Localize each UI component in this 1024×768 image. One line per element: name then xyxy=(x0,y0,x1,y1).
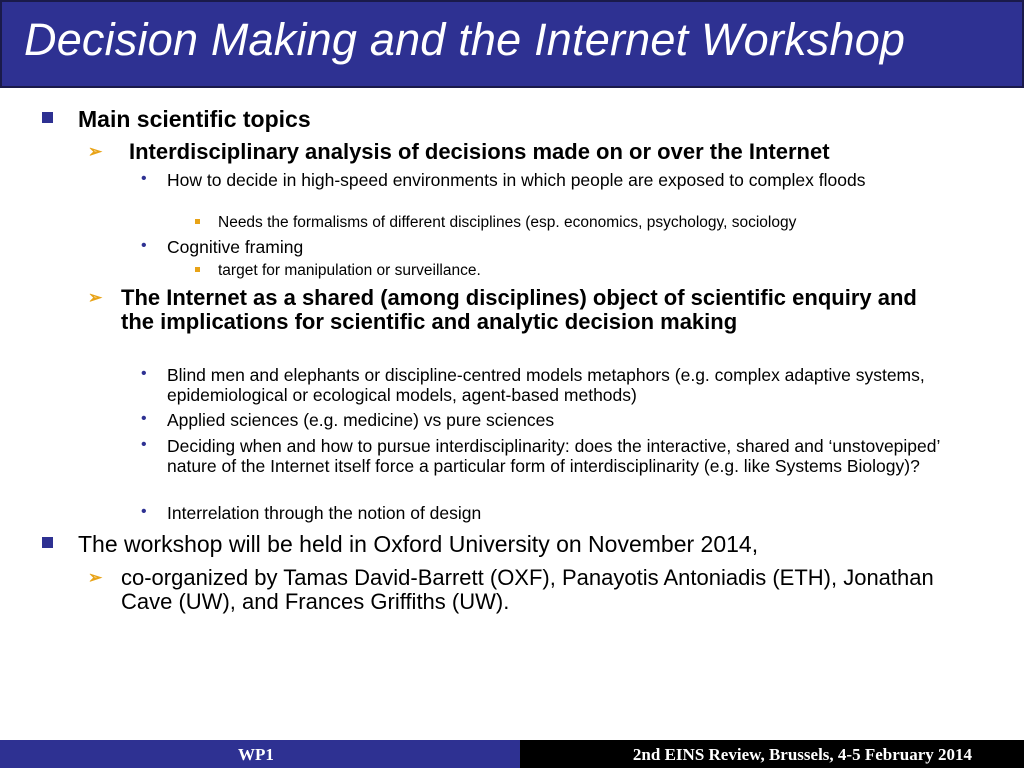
small-square-bullet-icon xyxy=(195,267,200,272)
bullet-text: Cognitive framing xyxy=(167,237,304,257)
bullet-text: Interdisciplinary analysis of decisions made on or over the Internet xyxy=(129,139,830,164)
bullet-text: How to decide in high-speed environments in which people are exposed to complex floods xyxy=(167,170,866,190)
small-square-bullet-icon xyxy=(195,219,200,224)
dot-bullet-icon: • xyxy=(141,170,147,187)
slide-title: Decision Making and the Internet Workshop xyxy=(24,14,906,65)
dot-bullet-icon: • xyxy=(141,237,147,254)
bullet-text: Interrelation through the notion of design xyxy=(167,503,482,523)
square-bullet-icon xyxy=(42,112,53,123)
bullet-text: The workshop will be held in Oxford University on November 2014, xyxy=(78,531,759,557)
title-bar xyxy=(0,0,1024,88)
dot-bullet-icon: • xyxy=(141,436,147,453)
footer-right xyxy=(520,740,1024,768)
dot-bullet-icon: • xyxy=(141,365,147,382)
bullet-text: The Internet as a shared (among disciplines) object of scientific enquiry and the implications for scientific and analytic decision making xyxy=(121,285,917,334)
bullet-text: Applied sciences (e.g. medicine) vs pure sciences xyxy=(167,410,555,430)
dot-bullet-icon: • xyxy=(141,503,147,520)
bullet-text: Blind men and elephants or discipline-centred models metaphors (e.g. complex adaptive systems, epidemiological or ecological models, agent-based methods) xyxy=(167,365,925,405)
footer-event-label: 2nd EINS Review, Brussels, 4-5 February 2014 xyxy=(632,745,972,764)
arrow-bullet-icon: ➢ xyxy=(88,568,103,587)
footer-wp-label: WP1 xyxy=(238,745,274,764)
footer xyxy=(0,740,1024,768)
bullet-text: target for manipulation or surveillance. xyxy=(218,262,481,279)
bullet-text: Needs the formalisms of different disciplines (esp. economics, psychology, sociology xyxy=(218,214,797,231)
square-bullet-icon xyxy=(42,537,53,548)
arrow-bullet-icon: ➢ xyxy=(88,142,103,161)
arrow-bullet-icon: ➢ xyxy=(88,288,103,307)
bullet-text: Main scientific topics xyxy=(78,106,311,132)
bullet-text: Deciding when and how to pursue interdisciplinarity: does the interactive, shared and ‘unstovepiped’ nature of the Internet itself force a particular form of interdisciplinarity (e.g. like Systems Biology)? xyxy=(167,436,940,476)
dot-bullet-icon: • xyxy=(141,410,147,427)
footer-left xyxy=(0,740,520,768)
bullet-text: co-organized by Tamas David-Barrett (OXF), Panayotis Antoniadis (ETH), Jonathan Cave (UW), and Frances Griffiths (UW). xyxy=(121,565,934,614)
